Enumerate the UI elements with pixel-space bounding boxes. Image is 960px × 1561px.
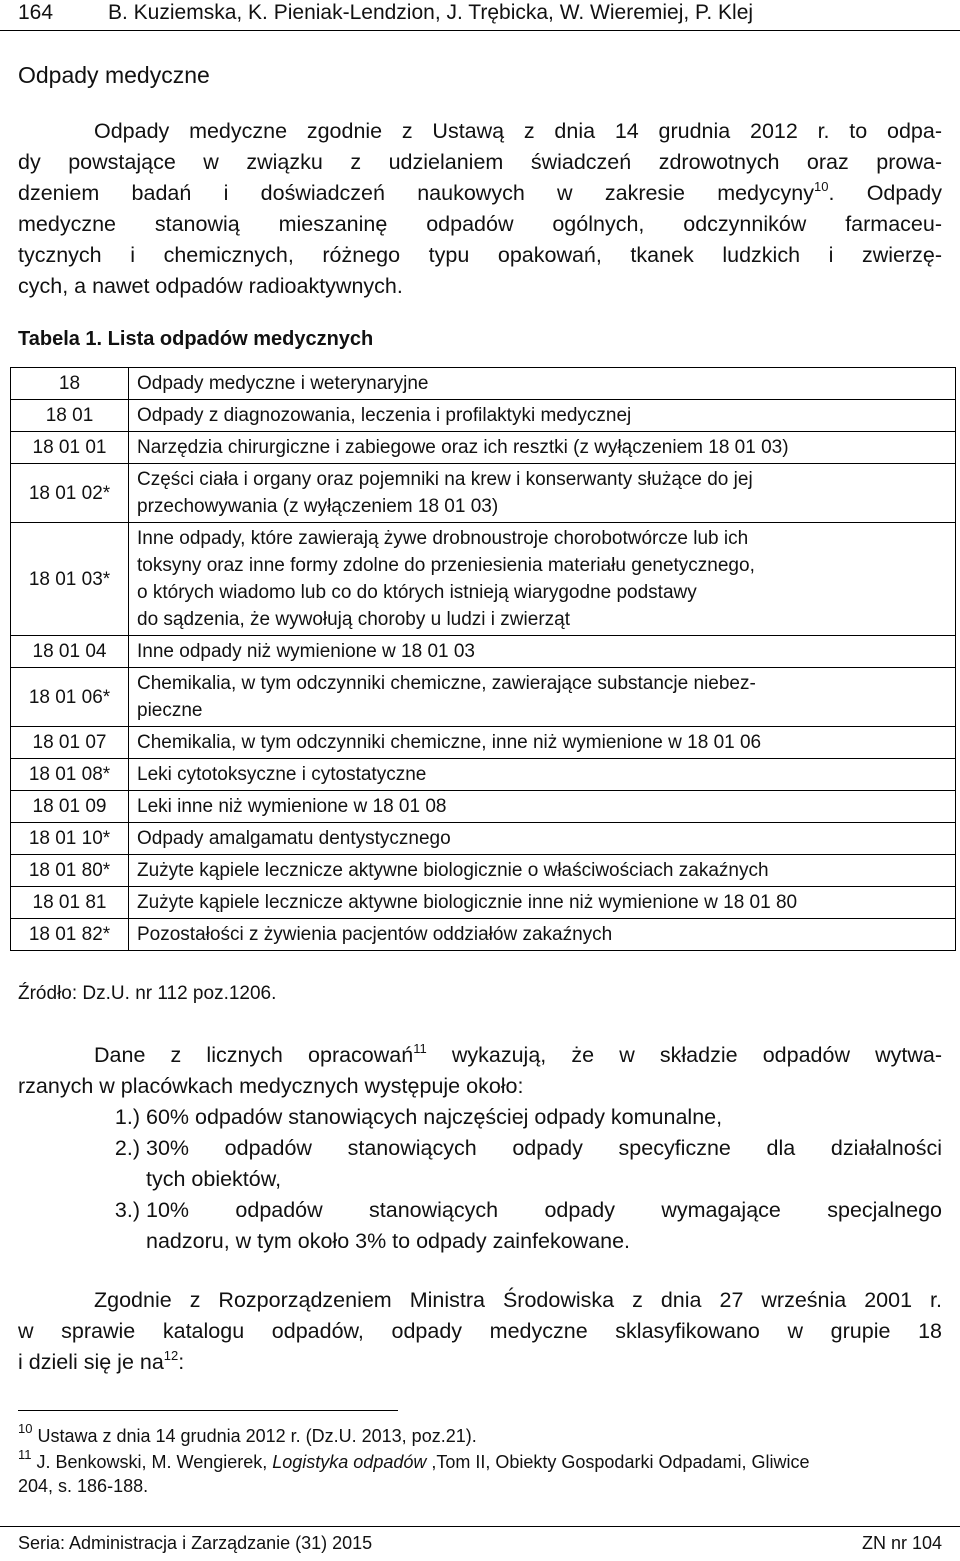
table-row [11, 400, 956, 432]
description-line: do sądzenia, że wywołują choroby u ludzi i zwierząt [137, 609, 570, 630]
footnote-text: Ustawa z dnia 14 grudnia 2012 r. (Dz.U. 2013, poz.21). [32, 1426, 477, 1446]
footer-issue: ZN nr 104 [861, 1533, 942, 1553]
list-item [18, 1102, 942, 1133]
footnote-ref: 10 [813, 179, 829, 194]
text-segment: Dane z licznych opracowań [94, 1043, 414, 1067]
intro-paragraph [18, 116, 942, 302]
table-row [11, 855, 956, 887]
waste-code: 18 01 09 [11, 791, 129, 823]
list-number [18, 1226, 146, 1257]
footnote-title: Logistyka odpadów [272, 1452, 427, 1472]
text-segment: : [178, 1350, 185, 1374]
running-footer [0, 1526, 960, 1553]
description-line: Części ciała i organy oraz pojemniki na krew i konserwanty służące do jej [137, 469, 753, 490]
text-segment: wykazują, że w składzie odpadów wytwa- [426, 1043, 943, 1067]
list-number: 2.) [114, 1136, 140, 1160]
waste-code: 18 [11, 368, 129, 400]
footnote-ref: 12 [163, 1348, 179, 1363]
header-authors: B. Kuziemska, K. Pieniak-Lendzion, J. Trębicka, W. Wieremiej, P. Klej [108, 1, 754, 24]
list-item [18, 1164, 942, 1195]
waste-description: Narzędzia chirurgiczne i zabiegowe oraz ich resztki (z wyłączeniem 18 01 03) [129, 432, 956, 464]
footnote-text: J. Benkowski, M. Wengierek, [31, 1452, 273, 1472]
waste-code: 18 01 06* [11, 668, 129, 727]
waste-description: Leki inne niż wymienione w 18 01 08 [129, 791, 956, 823]
list-text: tych obiektów, [146, 1167, 282, 1191]
footnote-ref: 11 [413, 1041, 427, 1056]
table-row [11, 523, 956, 636]
footnote-text: ,Tom II, Obiekty Gospodarki Odpadami, Gliwice [426, 1452, 810, 1472]
table-row [11, 791, 956, 823]
description-line: Inne odpady, które zawierają żywe drobnoustroje chorobotwórcze lub ich [137, 528, 749, 549]
waste-code: 18 01 04 [11, 636, 129, 668]
text-line: medyczne stanowią mieszaninę odpadów ogólnych, odczynników farmaceu- [18, 212, 942, 236]
text-line: Zgodnie z Rozporządzeniem Ministra Środowiska z dnia 27 września 2001 r. [94, 1288, 942, 1312]
waste-code: 18 01 10* [11, 823, 129, 855]
text-line: tycznych i chemicznych, różnego typu opakowań, tkanek ludzkich i zwierzę- [18, 243, 942, 267]
text-line: w sprawie katalogu odpadów, odpady medyczne sklasyfikowano w grupie 18 [18, 1319, 942, 1343]
waste-table [10, 367, 956, 951]
waste-code: 18 01 08* [11, 759, 129, 791]
table-row [11, 432, 956, 464]
list-number [18, 1164, 146, 1195]
text-line: dy powstające w związku z udzielaniem świadczeń zdrowotnych oraz prowa- [18, 150, 942, 174]
list-text: 10% odpadów stanowiących odpady wymagające specjalnego [146, 1198, 942, 1222]
footnote-text: 204, s. 186-188. [18, 1476, 149, 1496]
table-row [11, 368, 956, 400]
footnote-number: 11 [18, 1447, 32, 1462]
waste-code: 18 01 02* [11, 464, 129, 523]
text-line [18, 178, 942, 209]
description-line: przechowywania (z wyłączeniem 18 01 03) [137, 496, 499, 517]
waste-description: Zużyte kąpiele lecznicze aktywne biologicznie inne niż wymienione w 18 01 80 [129, 887, 956, 919]
table-row [11, 668, 956, 727]
text-segment: . Odpady [828, 181, 943, 205]
table-row [11, 636, 956, 668]
list-item [18, 1226, 942, 1257]
list-number: 3.) [114, 1198, 140, 1222]
list-text: nadzoru, w tym około 3% to odpady zainfekowane. [146, 1229, 631, 1253]
text-line [18, 1347, 942, 1378]
waste-code: 18 01 03* [11, 523, 129, 636]
table-row [11, 887, 956, 919]
text-line: Odpady medyczne zgodnie z Ustawą z dnia 14 grudnia 2012 r. to odpa- [94, 119, 942, 143]
footnote-11 [18, 1447, 942, 1498]
waste-description [129, 523, 956, 636]
waste-description: Leki cytotoksyczne i cytostatyczne [129, 759, 956, 791]
table-row [11, 919, 956, 951]
list-number: 1.) [114, 1105, 140, 1129]
text-segment: dzeniem badań i doświadczeń naukowych w zakresie medycyny [18, 181, 814, 205]
paragraph-2 [18, 1040, 942, 1102]
text-segment: i dzieli się je na [18, 1350, 164, 1374]
text-line [18, 1040, 942, 1071]
list-text: 30% odpadów stanowiących odpady specyficzne dla działalności [146, 1136, 942, 1160]
table-source: Źródło: Dz.U. nr 112 poz.1206. [18, 983, 277, 1004]
footnote-divider [18, 1410, 398, 1411]
waste-code: 18 01 82* [11, 919, 129, 951]
waste-description: Inne odpady niż wymienione w 18 01 03 [129, 636, 956, 668]
waste-description: Odpady medyczne i weterynaryjne [129, 368, 956, 400]
text-line: rzanych w placówkach medycznych występuje około: [18, 1074, 524, 1098]
footnote-number: 10 [18, 1421, 33, 1436]
waste-code: 18 01 01 [11, 432, 129, 464]
paragraph-3 [18, 1285, 942, 1378]
waste-code: 18 01 81 [11, 887, 129, 919]
waste-description: Zużyte kąpiele lecznicze aktywne biologicznie o właściwościach zakaźnych [129, 855, 956, 887]
waste-description: Pozostałości z żywienia pacjentów oddziałów zakaźnych [129, 919, 956, 951]
list-item [18, 1195, 942, 1226]
description-line: o których wiadomo lub co do których istnieją wiarygodne podstawy [137, 582, 697, 603]
running-header [0, 0, 960, 31]
description-line: pieczne [137, 700, 203, 721]
waste-description [129, 464, 956, 523]
waste-code: 18 01 80* [11, 855, 129, 887]
table-row [11, 823, 956, 855]
list-item [18, 1133, 942, 1164]
waste-description [129, 668, 956, 727]
waste-description: Odpady amalgamatu dentystycznego [129, 823, 956, 855]
description-line: toksyny oraz inne formy zdolne do przeniesienia materiału genetycznego, [137, 555, 755, 576]
table-caption: Tabela 1. Lista odpadów medycznych [18, 328, 374, 350]
table-row [11, 727, 956, 759]
footer-series: Seria: Administracja i Zarządzanie (31) 2015 [18, 1533, 373, 1553]
list-text: 60% odpadów stanowiących najczęściej odpady komunalne, [146, 1105, 723, 1129]
table-row [11, 464, 956, 523]
waste-code: 18 01 [11, 400, 129, 432]
waste-description: Odpady z diagnozowania, leczenia i profilaktyki medycznej [129, 400, 956, 432]
waste-description: Chemikalia, w tym odczynniki chemiczne, inne niż wymienione w 18 01 06 [129, 727, 956, 759]
waste-code: 18 01 07 [11, 727, 129, 759]
footnote-10 [18, 1421, 942, 1448]
text-line: cych, a nawet odpadów radioaktywnych. [18, 274, 403, 298]
section-title: Odpady medyczne [18, 62, 210, 88]
page-number: 164 [18, 1, 54, 24]
numbered-list [18, 1102, 942, 1257]
description-line: Chemikalia, w tym odczynniki chemiczne, zawierające substancje niebez- [137, 673, 756, 694]
table-row [11, 759, 956, 791]
